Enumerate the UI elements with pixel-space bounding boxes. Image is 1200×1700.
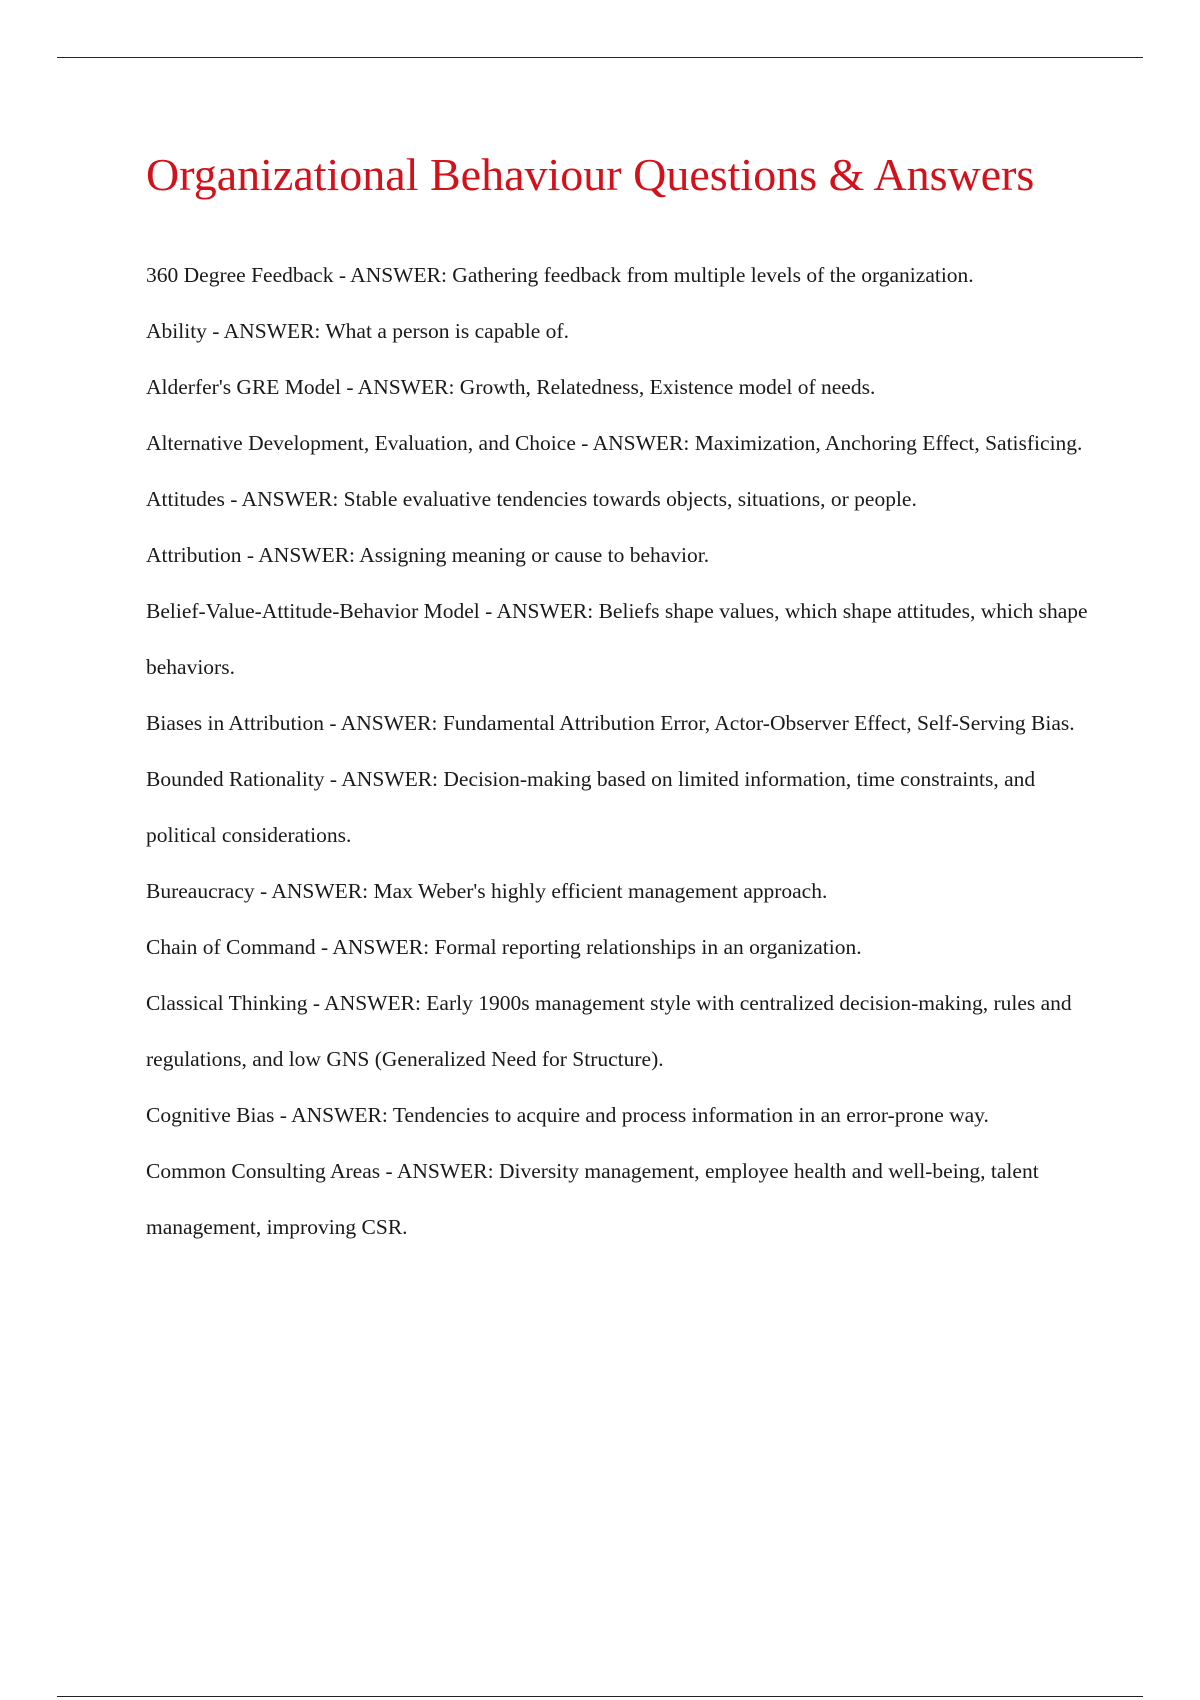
qa-entry-belief-value-attitude-behavior-model: Belief-Value-Attitude-Behavior Model - ANSWER: Beliefs shape values, which shape attitudes, which shape behaviors. [146, 599, 1088, 679]
qa-entry-ability: Ability - ANSWER: What a person is capable of. [146, 319, 569, 343]
page-title: Organizational Behaviour Questions & Answers [146, 149, 1035, 200]
qa-entry-classical-thinking: Classical Thinking - ANSWER: Early 1900s management style with centralized decision-making, rules and regulations, and low GNS (Generalized Need for Structure). [146, 991, 1072, 1071]
qa-entry-biases-in-attribution: Biases in Attribution - ANSWER: Fundamental Attribution Error, Actor-Observer Effect, Self-Serving Bias. [146, 711, 1075, 735]
qa-entry-chain-of-command: Chain of Command - ANSWER: Formal reporting relationships in an organization. [146, 935, 862, 959]
qa-entry-attitudes: Attitudes - ANSWER: Stable evaluative tendencies towards objects, situations, or people. [146, 487, 917, 511]
qa-list [146, 247, 1096, 1255]
qa-entry-alderfers-gre-model: Alderfer's GRE Model - ANSWER: Growth, Relatedness, Existence model of needs. [146, 375, 876, 399]
qa-entry-common-consulting-areas: Common Consulting Areas - ANSWER: Diversity management, employee health and well-being, talent management, improving CSR. [146, 1159, 1039, 1239]
qa-entry-bounded-rationality: Bounded Rationality - ANSWER: Decision-making based on limited information, time constraints, and political considerations. [146, 767, 1036, 847]
bottom-rule [57, 1696, 1143, 1697]
qa-entry-alternative-development: Alternative Development, Evaluation, and Choice - ANSWER: Maximization, Anchoring Effect, Satisficing. [146, 431, 1083, 455]
qa-entry-360-degree-feedback: 360 Degree Feedback - ANSWER: Gathering feedback from multiple levels of the organization. [146, 263, 974, 287]
qa-entry-attribution: Attribution - ANSWER: Assigning meaning or cause to behavior. [146, 543, 710, 567]
document-body [146, 145, 1096, 1255]
qa-entry-bureaucracy: Bureaucracy - ANSWER: Max Weber's highly efficient management approach. [146, 879, 828, 903]
qa-entry-cognitive-bias: Cognitive Bias - ANSWER: Tendencies to acquire and process information in an error-prone way. [146, 1103, 989, 1127]
top-rule [57, 57, 1143, 58]
